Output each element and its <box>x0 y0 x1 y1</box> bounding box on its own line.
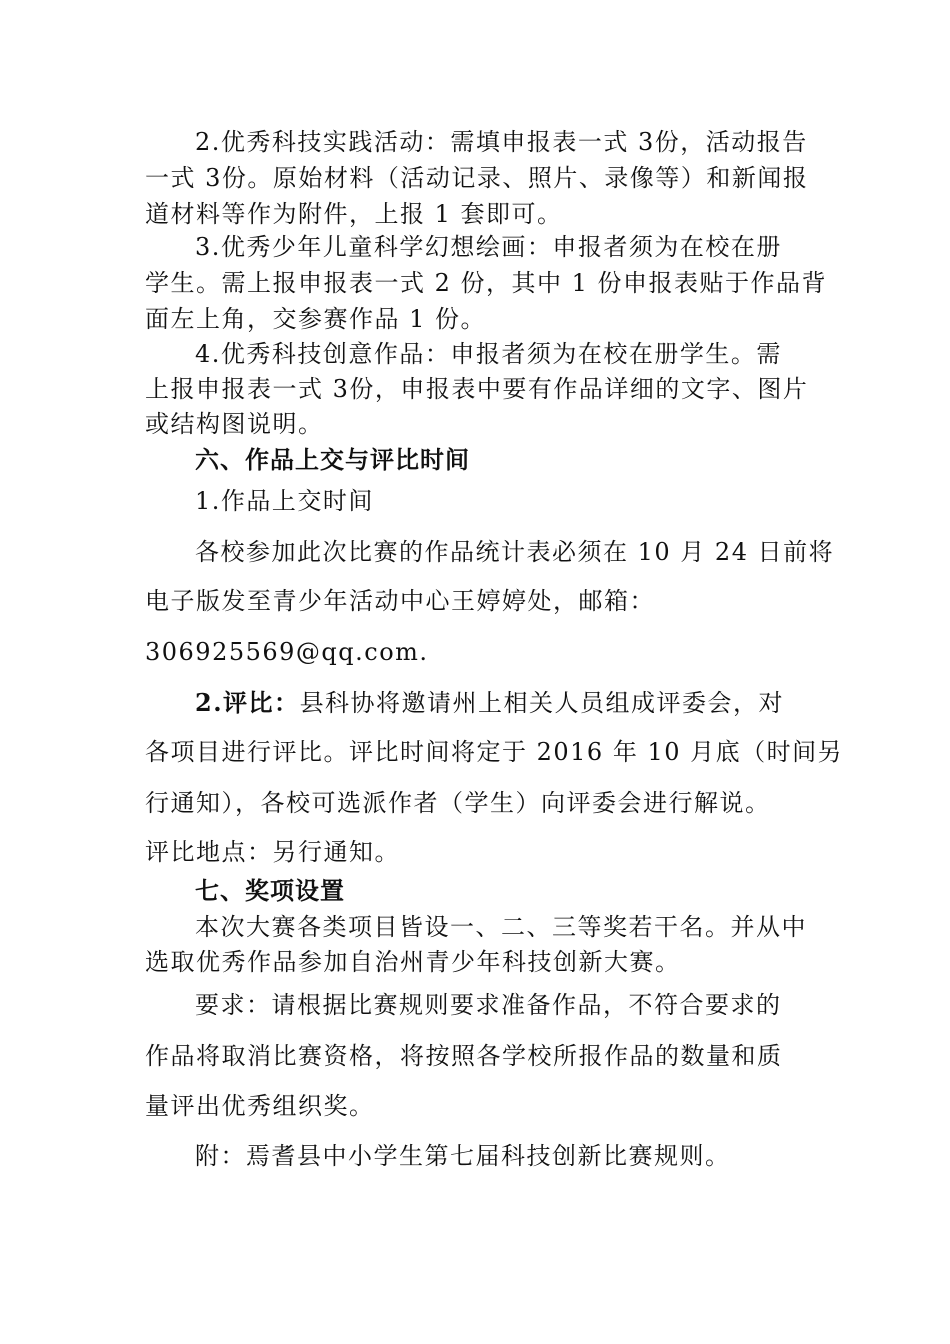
section7-p2-line3: 量评出优秀组织奖。 <box>145 1092 375 1120</box>
section6-p2-line3: 行通知），各校可选派作者（学生）向评委会进行解说。 <box>145 789 771 817</box>
section6-p2-line1-text: 县科协将邀请州上相关人员组成评委会，对 <box>299 689 785 717</box>
item3-line1: 3.优秀少年儿童科学幻想绘画：申报者须为在校在册 <box>195 233 782 261</box>
section6-heading: 六、作品上交与评比时间 <box>195 446 470 474</box>
section6-p2-label: 2.评比： <box>195 688 300 717</box>
item4-line2: 上报申报表一式 3份，申报表中要有作品详细的文字、图片 <box>145 375 809 403</box>
item2-line3: 道材料等作为附件，上报 1 套即可。 <box>145 200 563 228</box>
section7-attachment: 附：焉耆县中小学生第七届科技创新比赛规则。 <box>195 1142 731 1170</box>
section6-p1-line1: 各校参加此次比赛的作品统计表必须在 10 月 24 日前将 <box>195 538 835 566</box>
section6-p1-line2: 电子版发至青少年活动中心王婷婷处，邮箱： <box>145 587 655 615</box>
item3-line3: 面左上角，交参赛作品 1 份。 <box>145 305 487 333</box>
item4-line1: 4.优秀科技创意作品：申报者须为在校在册学生。需 <box>195 340 782 368</box>
item4-line3: 或结构图说明。 <box>145 410 324 438</box>
item3-line2: 学生。需上报申报表一式 2 份，其中 1 份申报表贴于作品背 <box>145 269 828 297</box>
section7-p1-line2: 选取优秀作品参加自治州青少年科技创新大赛。 <box>145 948 681 976</box>
section7-p2-line1: 要求：请根据比赛规则要求准备作品，不符合要求的 <box>195 991 782 1019</box>
section6-p1-email: 306925569@qq.com. <box>145 638 429 666</box>
section7-p2-line2: 作品将取消比赛资格，将按照各学校所报作品的数量和质 <box>145 1042 783 1070</box>
section6-sub1: 1.作品上交时间 <box>195 487 374 515</box>
item2-line1: 2.优秀科技实践活动：需填申报表一式 3份，活动报告 <box>195 128 808 156</box>
section6-p2-line2: 各项目进行评比。评比时间将定于 2016 年 10 月底（时间另 <box>145 738 844 766</box>
section7-heading: 七、奖项设置 <box>195 877 345 905</box>
section6-p2-line4: 评比地点：另行通知。 <box>145 838 400 866</box>
item2-line2: 一式 3份。原始材料（活动记录、照片、录像等）和新闻报 <box>145 164 809 192</box>
section6-p2-line1 <box>0 689 950 717</box>
section7-p1-line1: 本次大赛各类项目皆设一、二、三等奖若干名。并从中 <box>195 913 807 941</box>
